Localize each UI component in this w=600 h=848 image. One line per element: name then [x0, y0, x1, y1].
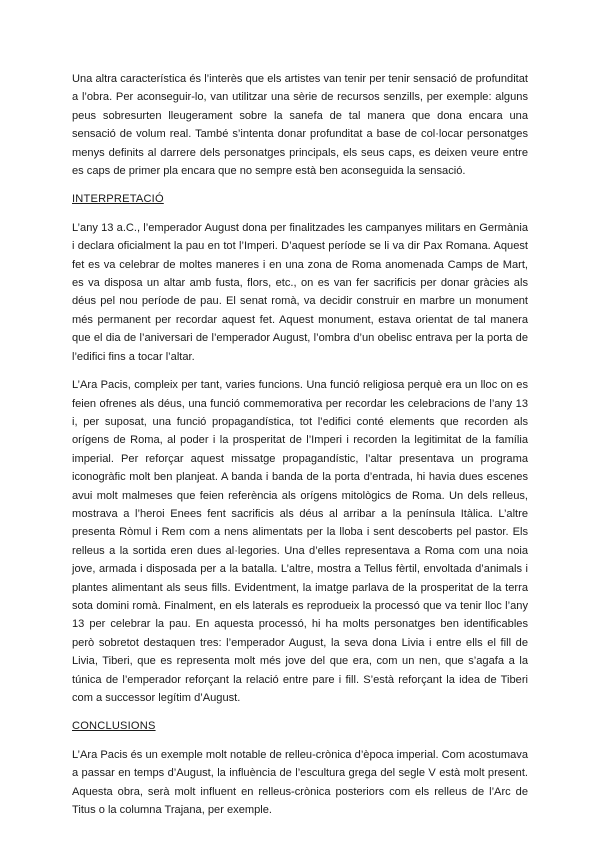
conclusions-heading: CONCLUSIONS	[72, 720, 156, 733]
conclusions-paragraph: L’Ara Pacis és un exemple molt notable de relleu-crònica d’època imperial. Com acostumava a passar en temps d’August, la influència de l’escultura grega del segle V està molt present. Aquesta obra, serà molt influent en relleus-crònica posteriors com els relleus de l’Arc de Titus o la columna Trajana, per exemple.	[72, 748, 528, 817]
intro-paragraph: Una altra característica és l’interès que els artistes van tenir per tenir sensació de profunditat a l’obra. Per aconseguir-lo, van utilitzar una sèrie de recursos senzills, per exemple: alguns peus sobresurten lleugerament sobre la sanefa de tal manera que dona encara una sensació de volum real. També s’intenta donar profunditat a base de col·locar personatges menys definits al darrere dels personatges principals, els seus caps, es deixen veure entre es caps de primer pla encara que no sempre està ben aconseguida la sensació.	[72, 73, 528, 178]
interpretacio-paragraph-2: L’Ara Pacis, compleix per tant, varies funcions. Una funció religiosa perquè era un lloc on es feien ofrenes als déus, una funció commemorativa per recordar les celebracions de l’any 13 i, per suposat, una funció propagandística, tot l’edifici conté elements que recorden als orígens de Roma, al poder i la prosperitat de l’Imperi i recorden la legitimitat de la família imperial. Per reforçar aquest missatge propagandístic, l’altar presentava un programa iconogràfic molt ben planjeat. A banda i banda de la porta d’entrada, hi havia dues escenes avui molt malmeses que feien referència als orígens mitològics de Roma. Un dels relleus, mostrava a l’heroi Enees fent sacrificis als déus al arribar a la península Itàlica. L’altre presenta Ròmul i Rem com a nens alimentats per la lloba i sent descoberts pel pastor. Els relleus a la sortida eren dues al·legories. Una d’elles representava a Roma com una noia jove, armada i disposada per a la batalla. L’altre, mostra a Tellus fèrtil, envoltada d’animals i plantes alimentant als seus fills. Evidentment, la imatge parlava de la prosperitat de la terra sota domini romà. Finalment, en els laterals es reprodueix la processó que va tenir lloc l’any 13 per celebrar la pau. En aquesta processó, hi ha molts personatges ben identificables però sobretot destaquen tres: l’emperador August, la seva dona Livia i entre ells el fill de Livia, Tiberi, que es representa molt més jove del que era, com un nen, que s’agafa a la túnica de l’emperador reforçant la relació entre pare i fill. S’està reforçant la idea de Tiberi com a successor legítim d’August.	[72, 379, 528, 704]
interpretacio-paragraph-1: L’any 13 a.C., l’emperador August dona per finalitzades les campanyes militars en Germània i declara oficialment la pau en tot l’Imperi. D’aquest període se li va dir Pax Romana. Aquest fet es va celebrar de moltes maneres i en una zona de Roma anomenada Camps de Mart, es va disposa un altar amb fusta, flors, etc., on es van fer sacrificis per donar gràcies als déus pel nou període de pau. El senat romà, va decidir construir en marbre un monument més permanent per recordar aquest fet. Aquest monument, estava orientat de tal manera que el dia de l’aniversari de l’emperador August, l’ombra d’un obelisc entrava per la porta de l’edifici fins a tocar l’altar.	[72, 221, 528, 363]
interpretacio-heading: INTERPRETACIÓ	[72, 193, 164, 206]
document-page	[72, 70, 528, 829]
